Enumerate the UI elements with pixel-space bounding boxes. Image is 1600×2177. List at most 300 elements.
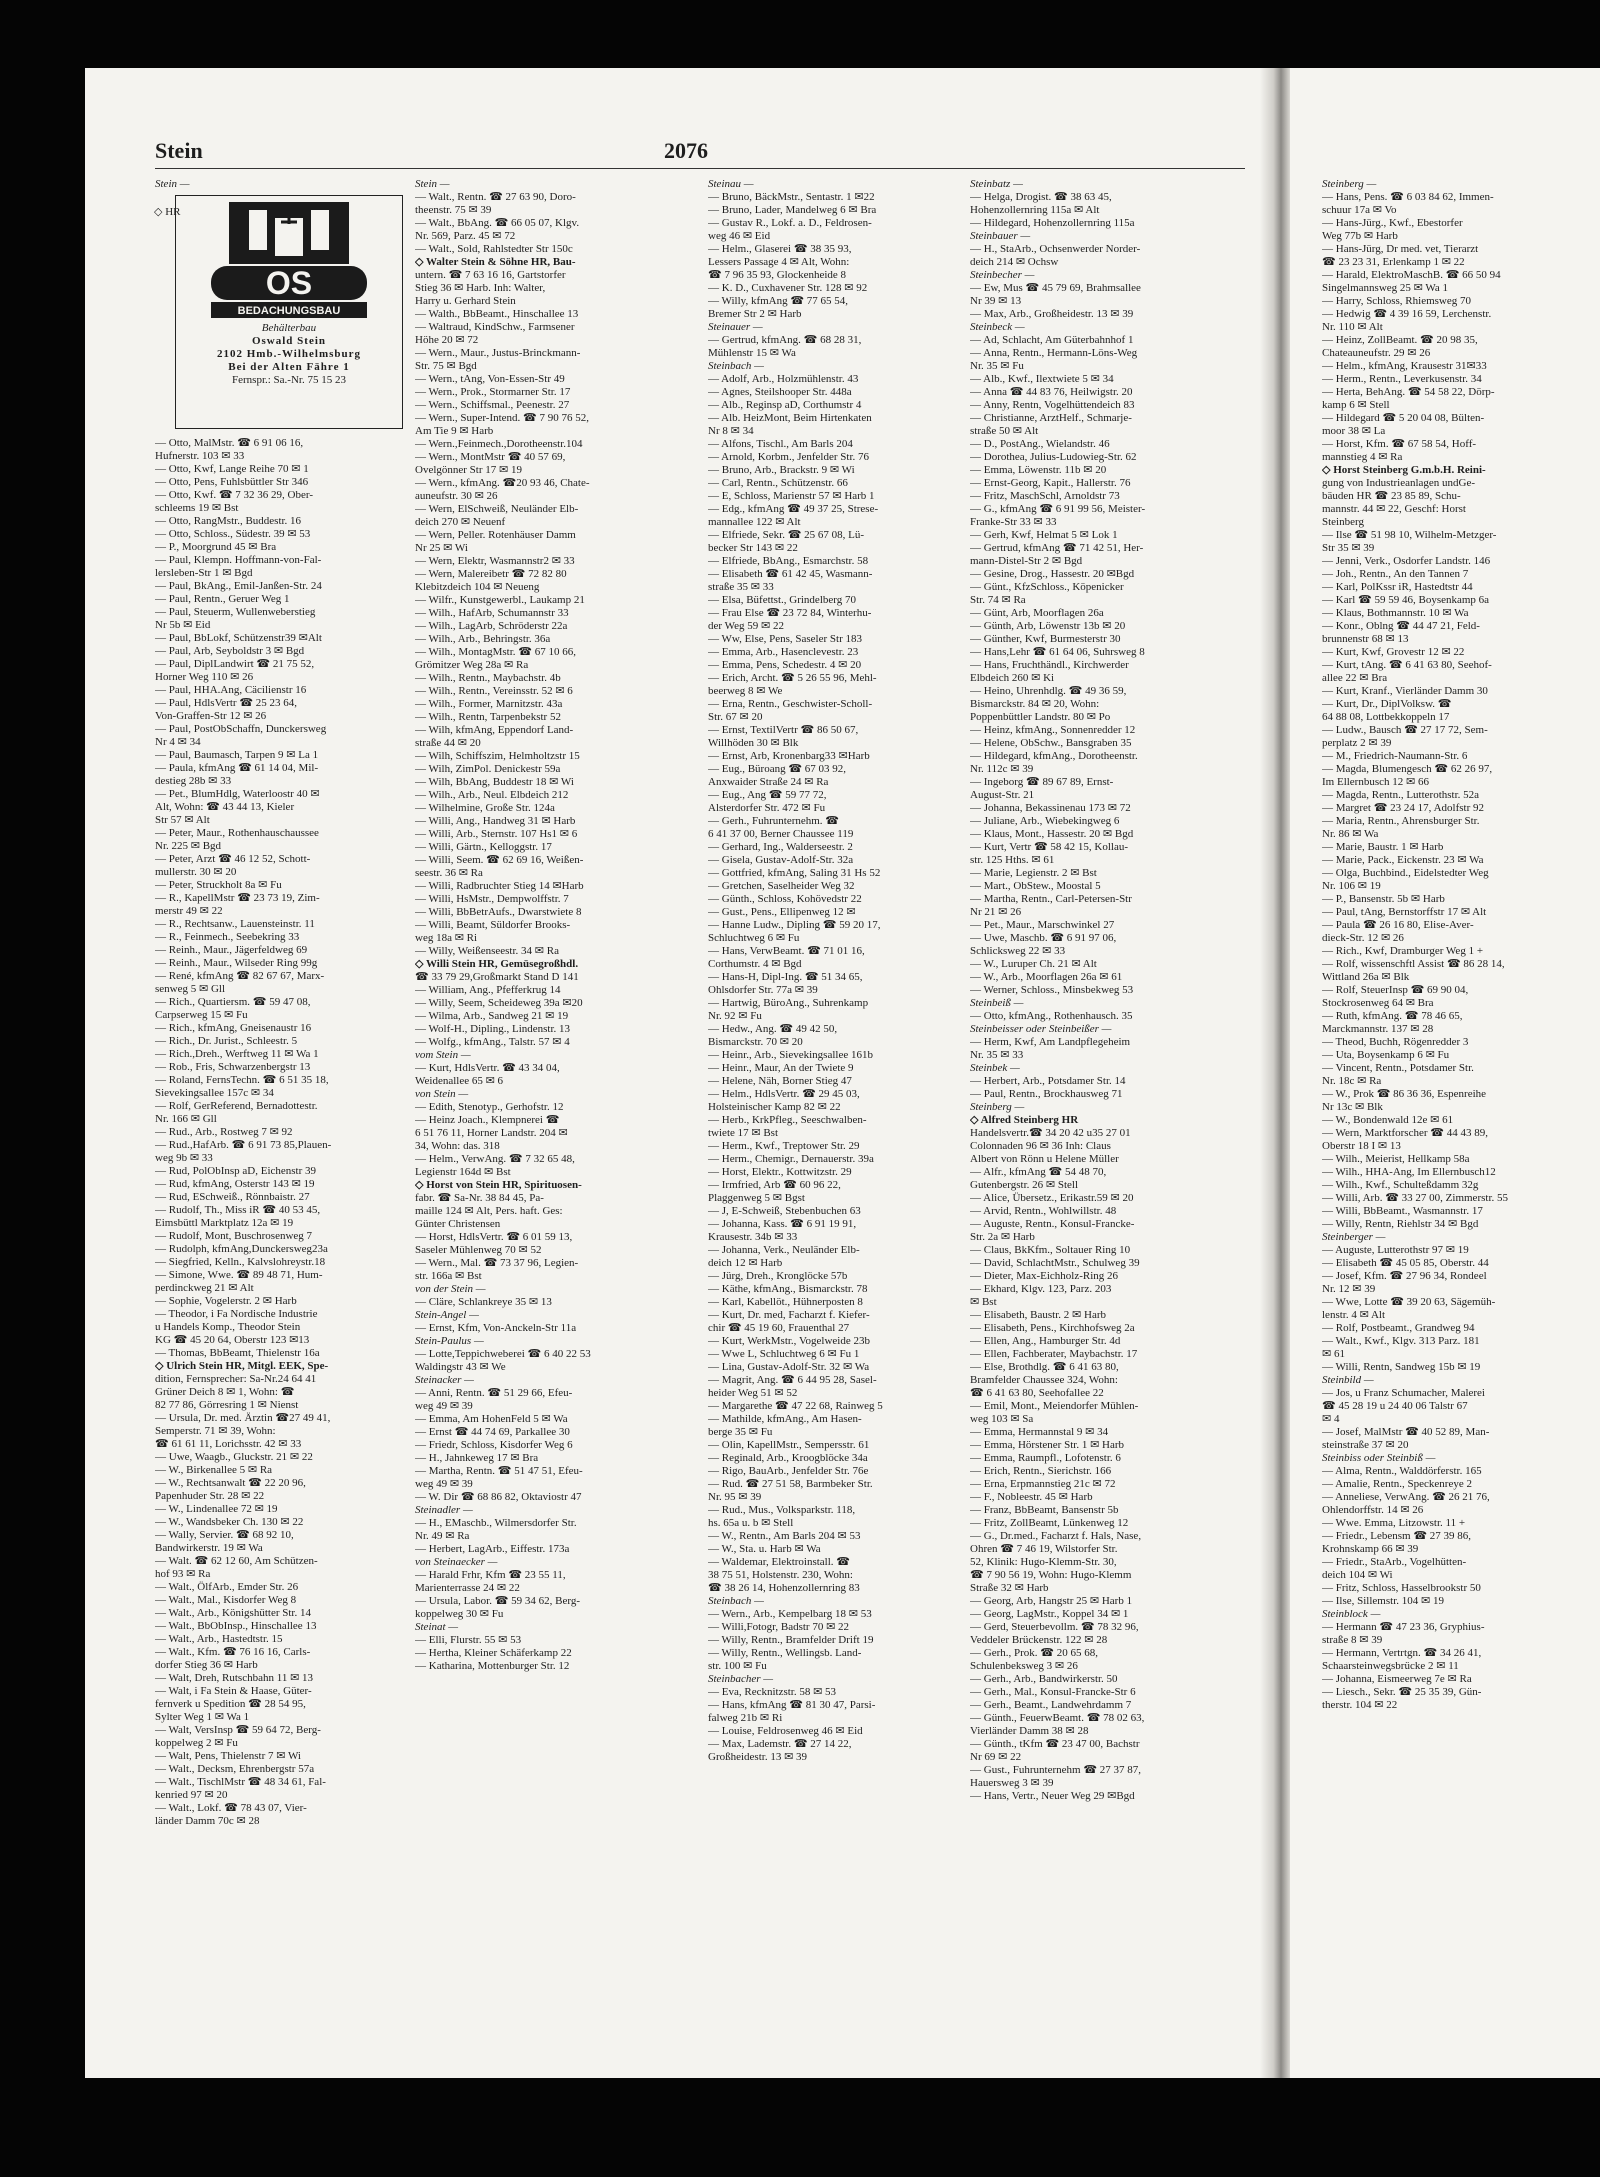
directory-entry: — K. D., Cuxhavener Str. 128 ✉ 92 xyxy=(708,282,868,294)
directory-entry: ☎ 61 61 11, Lorichsstr. 42 ✉ 33 xyxy=(155,1438,302,1450)
directory-entry: — Walt., Sold, Rahlstedter Str 150c xyxy=(415,243,573,255)
directory-entry: — Emil, Mont., Meiendorfer Mühlen- xyxy=(970,1400,1139,1412)
directory-entry: — R., Rechtsanw., Lauensteinstr. 11 xyxy=(155,918,315,930)
directory-entry: — Uwe, Maschb. ☎ 6 91 97 06, xyxy=(970,932,1117,944)
directory-entry: Grüner Deich 8 ✉ 1, Wohn: ☎ xyxy=(155,1386,295,1398)
directory-entry: Schulenbeksweg 3 ✉ 26 xyxy=(970,1660,1078,1672)
directory-entry: str. 166a ✉ Bst xyxy=(415,1270,482,1282)
directory-entry: twiete 17 ✉ Bst xyxy=(708,1127,779,1139)
directory-entry: straße 44 ✉ 20 xyxy=(415,737,481,749)
directory-entry: — Emma, Raumpfl., Lofotenstr. 6 xyxy=(970,1452,1121,1464)
directory-entry: — Heinz, kfmAng., Sonnenredder 12 xyxy=(970,724,1136,736)
directory-entry: — Ekhard, Klgv. 123, Parz. 203 xyxy=(970,1283,1112,1295)
directory-entry: — Josef, Kfm. ☎ 27 96 34, Rondeel xyxy=(1322,1270,1487,1282)
directory-entry: untern. ☎ 7 63 16 16, Gartstorfer xyxy=(415,269,566,281)
directory-entry: allee 22 ✉ Bra xyxy=(1322,672,1388,684)
directory-entry: — Ew, Mus ☎ 45 79 69, Brahmsallee xyxy=(970,282,1141,294)
directory-entry: Str. 75 ✉ Bgd xyxy=(415,360,477,372)
directory-entry: ☎ 45 28 19 u 24 40 06 Talstr 67 xyxy=(1322,1400,1468,1412)
directory-entry: schleems 19 ✉ Bst xyxy=(155,502,239,514)
directory-entry: — Johanna, Kass. ☎ 6 91 19 91, xyxy=(708,1218,857,1230)
directory-entry: — P., Moorgrund 45 ✉ Bra xyxy=(155,541,277,553)
directory-entry: — Harald Frhr, Kfm ☎ 23 55 11, xyxy=(415,1569,566,1581)
directory-entry: — Maria, Rentn., Ahrensburger Str. xyxy=(1322,815,1480,827)
directory-entry: — Emma, Pens, Schedestr. 4 ✉ 20 xyxy=(708,659,862,671)
directory-entry: Großheidestr. 13 ✉ 39 xyxy=(708,1751,808,1763)
directory-entry: — Wilh., Meierist, Hellkamp 58a xyxy=(1322,1153,1470,1165)
directory-entry: — Ernst, Arb, Kronenbarg33 ✉Harb xyxy=(708,750,870,762)
directory-entry: — Sophie, Vogelerstr. 2 ✉ Harb xyxy=(155,1295,297,1307)
directory-entry: Nr. 110 ✉ Alt xyxy=(1322,321,1383,333)
ad-address-street: Bei der Alten Fähre 1 xyxy=(228,361,350,373)
directory-entry: Nr 8 ✉ 34 xyxy=(708,425,754,437)
directory-entry: — Claus, BkKfm., Soltauer Ring 10 xyxy=(970,1244,1131,1256)
directory-entry: Saseler Mühlenweg 70 ✉ 52 xyxy=(415,1244,542,1256)
hr-marker: ◇ HR xyxy=(154,206,181,218)
directory-entry: Nr 13c ✉ Blk xyxy=(1322,1101,1383,1113)
directory-entry: — Dieter, Max-Eichholz-Ring 26 xyxy=(970,1270,1119,1282)
directory-entry: — Wern., MontMstr ☎ 40 57 69, xyxy=(415,451,566,463)
directory-entry: — Emma, Hermannstal 9 ✉ 34 xyxy=(970,1426,1109,1438)
directory-entry: — Ernst-Georg, Kapit., Hallerstr. 76 xyxy=(970,477,1131,489)
directory-entry: — Hildegard ☎ 5 20 04 08, Bülten- xyxy=(1322,412,1485,424)
directory-entry: — Uwe, Waagb., Gluckstr. 21 ✉ 22 xyxy=(155,1451,313,1463)
directory-entry: senweg 5 ✉ Gll xyxy=(155,983,226,995)
directory-entry: — Wern., kfmAng. ☎20 93 46, Chate- xyxy=(415,477,590,489)
directory-entry: Legienstr 164d ✉ Bst xyxy=(415,1166,511,1178)
directory-entry: ◇ Ulrich Stein HR, Mitgl. EEK, Spe- xyxy=(155,1360,329,1372)
directory-entry: — Emma, Löwenstr. 11b ✉ 20 xyxy=(970,464,1107,476)
directory-entry: — Heinr., Arb., Sievekingsallee 161b xyxy=(708,1049,873,1061)
directory-entry: — Cläre, Schlankreye 35 ✉ 13 xyxy=(415,1296,552,1308)
directory-entry: KG ☎ 45 20 64, Oberstr 123 ✉13 xyxy=(155,1334,310,1346)
directory-entry: — Walt., Arb., Hastedtstr. 15 xyxy=(155,1633,283,1645)
directory-entry: hs. 65a u. b ✉ Stell xyxy=(708,1517,794,1529)
directory-entry: — Ingeborg ☎ 89 67 89, Ernst- xyxy=(970,776,1114,788)
directory-entry: Steinbek — xyxy=(970,1062,1020,1074)
entry-list xyxy=(155,437,403,1828)
directory-entry: Vierländer Damm 38 ✉ 28 xyxy=(970,1725,1089,1737)
directory-entry: weg 9b ✉ 33 xyxy=(155,1152,213,1164)
directory-entry: — Heinr., Maur, An der Twiete 9 xyxy=(708,1062,854,1074)
directory-entry: — Jürg, Dreh., Kronglöcke 57b xyxy=(708,1270,848,1282)
directory-entry: perdinckweg 21 ✉ Alt xyxy=(155,1282,254,1294)
directory-entry: — Elisabeth, Baustr. 2 ✉ Harb xyxy=(970,1309,1107,1321)
directory-entry: — Herb., KrkPfleg., Seeschwalben- xyxy=(708,1114,867,1126)
directory-entry: — Herbert, LagArb., Eiffestr. 173a xyxy=(415,1543,570,1555)
directory-entry: — Wally, Servier. ☎ 68 92 10, xyxy=(155,1529,294,1541)
directory-entry: — Günth., tKfm ☎ 23 47 00, Bachstr xyxy=(970,1738,1140,1750)
directory-entry: ✉ 61 xyxy=(1322,1348,1345,1360)
directory-entry: Nr 39 ✉ 13 xyxy=(970,295,1022,307)
directory-entry: — W., Arb., Moorflagen 26a ✉ 61 xyxy=(970,971,1123,983)
directory-entry: falweg 21b ✉ Ri xyxy=(708,1712,783,1724)
directory-entry: — Erich, Archt. ☎ 5 26 55 96, Mehl- xyxy=(708,672,877,684)
directory-entry: — Herta, BehAng. ☎ 54 58 22, Dörp- xyxy=(1322,386,1495,398)
directory-entry: — Harald, ElektroMaschB. ☎ 66 50 94 xyxy=(1322,269,1501,281)
directory-entry: — G., kfmAng ☎ 6 91 99 56, Meister- xyxy=(970,503,1146,515)
directory-entry: Singelmannsweg 25 ✉ Wa 1 xyxy=(1322,282,1449,294)
directory-entry: — Willy, Rentn, Riehlstr 34 ✉ Bgd xyxy=(1322,1218,1479,1230)
directory-entry: — Wolfg., kfmAng., Talstr. 57 ✉ 4 xyxy=(415,1036,570,1048)
scan-border-left xyxy=(0,0,85,2177)
directory-entry: — Ursula, Labor. ☎ 59 34 62, Berg- xyxy=(415,1595,581,1607)
directory-entry: Ohlendorffstr. 14 ✉ 26 xyxy=(1322,1504,1424,1516)
directory-entry: — E, Schloss, Marienstr 57 ✉ Harb 1 xyxy=(708,490,875,502)
directory-entry: — Wern, Malereibetr ☎ 72 82 80 xyxy=(415,568,567,580)
directory-entry: Nr. 86 ✉ Wa xyxy=(1322,828,1379,840)
directory-entry: — Otto, Pens, Fuhlsbüttler Str 346 xyxy=(155,476,309,488)
directory-entry: — Reginald, Arb., Kroogblöcke 34a xyxy=(708,1452,868,1464)
directory-entry: becker Str 143 ✉ 22 xyxy=(708,542,798,554)
directory-entry: Nr 25 ✉ Wi xyxy=(415,542,468,554)
directory-entry: — Willy, kfmAng ☎ 77 65 54, xyxy=(708,295,849,307)
directory-entry: Stein — xyxy=(415,178,450,190)
directory-entry: Waldingstr 43 ✉ We xyxy=(415,1361,506,1373)
column-5-facing-page xyxy=(1322,178,1592,1712)
directory-entry: — Walt, i Fa Stein & Haase, Güter- xyxy=(155,1685,312,1697)
directory-entry: — Wern., Prok., Stormarner Str. 17 xyxy=(415,386,571,398)
directory-entry: mann-Distel-Str 2 ✉ Bgd xyxy=(970,555,1083,567)
directory-entry: Str. 74 ✉ Ra xyxy=(970,594,1026,606)
directory-entry: — Eug., Ang ☎ 59 77 72, xyxy=(708,789,827,801)
directory-entry: Steinberger — xyxy=(1322,1231,1386,1243)
directory-entry: Steinbeiß — xyxy=(970,997,1024,1009)
directory-entry: steinstraße 37 ✉ 20 xyxy=(1322,1439,1409,1451)
directory-entry: — Rudolf, Th., Miss iR ☎ 40 53 45, xyxy=(155,1204,321,1216)
directory-entry: Weg 77b ✉ Harb xyxy=(1322,230,1398,242)
directory-entry: — Herm, Kwf, Am Landpflegeheim xyxy=(970,1036,1131,1048)
directory-entry: Chateauneufstr. 29 ✉ 26 xyxy=(1322,347,1431,359)
directory-entry: Nr 69 ✉ 22 xyxy=(970,1751,1022,1763)
directory-entry: — Willi, Arb. ☎ 33 27 00, Zimmerstr. 55 xyxy=(1322,1192,1508,1204)
directory-entry: — Willi, Arb., Sternstr. 107 Hs1 ✉ 6 xyxy=(415,828,578,840)
directory-entry: — Paul, Klempn. Hoffmann-von-Fal- xyxy=(155,554,322,566)
directory-entry: — Reinh., Maur., Jägerfeldweg 69 xyxy=(155,944,308,956)
directory-entry: — Wwe, Lotte ☎ 39 20 63, Sägemüh- xyxy=(1322,1296,1496,1308)
directory-entry: — Magda, Blumengesch ☎ 62 26 97, xyxy=(1322,763,1493,775)
directory-entry: theenstr. 75 ✉ 39 xyxy=(415,204,492,216)
directory-entry: — Alma, Rentn., Walddörferstr. 165 xyxy=(1322,1465,1482,1477)
directory-entry: ☎ 7 96 35 93, Glockenheide 8 xyxy=(708,269,847,281)
directory-entry: — Kurt, Vertr ☎ 58 42 15, Kollau- xyxy=(970,841,1129,853)
directory-entry: bäuden HR ☎ 23 85 89, Schu- xyxy=(1322,490,1461,502)
directory-entry: — Wwe. Emma, Litzowstr. 11 + xyxy=(1322,1517,1466,1529)
directory-entry: — Karl, Kabellöt., Hühnerposten 8 xyxy=(708,1296,863,1308)
directory-entry: — Rigo, BauArb., Jenfelder Str. 76e xyxy=(708,1465,869,1477)
directory-entry: — Alb. HeizMont, Beim Hirtenkaten xyxy=(708,412,872,424)
directory-entry: Nr. 12 ✉ 39 xyxy=(1322,1283,1376,1295)
directory-entry: Holsteinischer Kamp 82 ✉ 22 xyxy=(708,1101,841,1113)
directory-entry: — Paul, HHA.Ang, Cäcilienstr 16 xyxy=(155,684,307,696)
directory-entry: — Willi, HsMstr., Dempwolffstr. 7 xyxy=(415,893,569,905)
directory-entry: ◇ Walter Stein & Söhne HR, Bau- xyxy=(415,256,576,268)
directory-entry: lenstr. 4 ✉ Alt xyxy=(1322,1309,1385,1321)
directory-entry: — Eva, Recknitzstr. 58 ✉ 53 xyxy=(708,1686,837,1698)
directory-entry: — Adolf, Arb., Holzmühlenstr. 43 xyxy=(708,373,859,385)
directory-entry: — Walt, VersInsp ☎ 59 64 72, Berg- xyxy=(155,1724,321,1736)
directory-entry: — Siegfried, Kelln., Kalvslohreystr.18 xyxy=(155,1256,326,1268)
directory-entry: — Rud.,HafArb. ☎ 6 91 73 85,Plauen- xyxy=(155,1139,332,1151)
directory-entry: — Jenni, Verk., Osdorfer Landstr. 146 xyxy=(1322,555,1491,567)
directory-entry: Oberstr 18 I ✉ 13 xyxy=(1322,1140,1401,1152)
directory-entry: Nr. 106 ✉ 19 xyxy=(1322,880,1381,892)
directory-entry: koppelweg 2 ✉ Fu xyxy=(155,1737,238,1749)
directory-entry: — Wilh., Rentn., Maybachstr. 4b xyxy=(415,672,561,684)
directory-entry: — Gertrud, kfmAng. ☎ 68 28 31, xyxy=(708,334,862,346)
directory-entry: — Wern, Peller. Rotenhäuser Damm xyxy=(415,529,576,541)
directory-entry: — Karl ☎ 59 59 46, Boysenkamp 6a xyxy=(1322,594,1490,606)
directory-entry: — Herm., Chemigr., Dernauerstr. 39a xyxy=(708,1153,874,1165)
directory-entry: — Thomas, BbBeamt, Thielenstr 16a xyxy=(155,1347,320,1359)
directory-entry: — Rich., Dr. Jurist., Schleestr. 5 xyxy=(155,1035,298,1047)
directory-entry: Steinbeck — xyxy=(970,321,1025,333)
directory-entry: — Auguste, Rentn., Konsul-Francke- xyxy=(970,1218,1135,1230)
directory-entry: — Rolf, SteuerInsp ☎ 69 90 04, xyxy=(1322,984,1469,996)
directory-entry: — Willi, Beamt, Süldorfer Brooks- xyxy=(415,919,571,931)
directory-entry: — W. Dir ☎ 68 86 82, Oktaviostr 47 xyxy=(415,1491,582,1503)
directory-entry: Albert von Rönn u Helene Müller xyxy=(970,1153,1119,1165)
directory-entry: — Wolf-H., Dipling., Lindenstr. 13 xyxy=(415,1023,571,1035)
directory-entry: — F., Nobleestr. 45 ✉ Harb xyxy=(970,1491,1093,1503)
directory-entry: — Herbert, Arb., Potsdamer Str. 14 xyxy=(970,1075,1126,1087)
directory-entry: — J, E-Schweiß, Stebenbuchen 63 xyxy=(708,1205,861,1217)
directory-entry: Nr. 225 ✉ Bgd xyxy=(155,840,222,852)
directory-entry: — Hans, Pens. ☎ 6 03 84 62, Immen- xyxy=(1322,191,1494,203)
directory-entry: — M., Friedrich-Naumann-Str. 6 xyxy=(1322,750,1468,762)
directory-entry: Günter Christensen xyxy=(415,1218,501,1230)
directory-entry: Horner Weg 110 ✉ 26 xyxy=(155,671,254,683)
directory-entry: — Ww, Else, Pens, Saseler Str 183 xyxy=(708,633,862,645)
directory-entry: — R., KapellMstr ☎ 23 73 19, Zim- xyxy=(155,892,320,904)
directory-entry: Stieg 36 ✉ Harb. Inh: Walter, xyxy=(415,282,546,294)
page-number: 2076 xyxy=(664,138,708,163)
directory-entry: Bismarckstr. 84 ✉ 20, Wohn: xyxy=(970,698,1100,710)
directory-entry: — Arnold, Korbm., Jenfelder Str. 76 xyxy=(708,451,870,463)
directory-entry: — Anny, Rentn, Vogelhüttendeich 83 xyxy=(970,399,1135,411)
directory-entry: maille 124 ✉ Alt, Pers. haft. Ges: xyxy=(415,1205,563,1217)
directory-entry: — Auguste, Lutterothstr 97 ✉ 19 xyxy=(1322,1244,1469,1256)
directory-entry: — Rich., kfmAng, Gneisenaustr 16 xyxy=(155,1022,312,1034)
directory-entry: — Willy, Weißenseestr. 34 ✉ Ra xyxy=(415,945,559,957)
directory-entry: — Wern., Super-Intend. ☎ 7 90 76 52, xyxy=(415,412,590,424)
directory-entry: — Willy, Seem, Scheideweg 39a ✉20 xyxy=(415,997,583,1009)
directory-entry: — Max, Lademstr. ☎ 27 14 22, xyxy=(708,1738,852,1750)
directory-entry: Veddeler Brückenstr. 122 ✉ 28 xyxy=(970,1634,1108,1646)
directory-entry: — W., Rechtsanwalt ☎ 22 20 96, xyxy=(155,1477,306,1489)
directory-entry: — Otto, MalMstr. ☎ 6 91 06 16, xyxy=(155,437,304,449)
directory-entry: Steinberg xyxy=(1322,516,1364,528)
directory-entry: 64 88 08, Lottbekkoppeln 17 xyxy=(1322,711,1450,723)
directory-entry: — Gustav R., Lokf. a. D., Feldrosen- xyxy=(708,217,872,229)
directory-entry: weg 103 ✉ Sa xyxy=(970,1413,1034,1425)
directory-entry: schuur 17a ✉ Vo xyxy=(1322,204,1397,216)
directory-entry: — Hermann, Vertrtgn. ☎ 34 26 41, xyxy=(1322,1647,1482,1659)
directory-entry: Steinbeisser oder Steinbeißer — xyxy=(970,1023,1112,1035)
directory-entry: — Wilhelmine, Große Str. 124a xyxy=(415,802,555,814)
directory-entry: Plaggenweg 5 ✉ Bgst xyxy=(708,1192,805,1204)
directory-entry: — Max, Arb., Großheidestr. 13 ✉ 39 xyxy=(970,308,1134,320)
directory-entry: — G., Dr.med., Facharzt f. Hals, Nase, xyxy=(970,1530,1142,1542)
directory-entry: — Ernst, TextilVertr ☎ 86 50 67, xyxy=(708,724,859,736)
directory-entry: — Otto, kfmAng., Rothenhausch. 35 xyxy=(970,1010,1133,1022)
directory-entry: Am Tie 9 ✉ Harb xyxy=(415,425,494,437)
directory-entry: — Gretchen, Saselheider Weg 32 xyxy=(708,880,855,892)
directory-entry: fabr. ☎ Sa-Nr. 38 84 45, Pa- xyxy=(415,1192,544,1204)
directory-entry: — Wilh., Arb., Behringstr. 36a xyxy=(415,633,551,645)
directory-entry: — Ursula, Dr. med. Ärztin ☎27 49 41, xyxy=(155,1412,331,1424)
directory-entry: lersleben-Str 1 ✉ Bgd xyxy=(155,567,253,579)
directory-entry: — Joh., Rentn., An den Tannen 7 xyxy=(1322,568,1469,580)
directory-entry: — Hermann ☎ 47 23 36, Gryphius- xyxy=(1322,1621,1485,1633)
header-rule xyxy=(155,168,1245,169)
directory-entry: — Wilfr., Kunstgewerbl., Laukamp 21 xyxy=(415,594,585,606)
directory-entry: — Kurt, Dr., DiplVolksw. ☎ xyxy=(1322,698,1452,710)
directory-entry: — Gisela, Gustav-Adolf-Str. 32a xyxy=(708,854,854,866)
directory-entry: — Peter, Arzt ☎ 46 12 52, Schott- xyxy=(155,853,311,865)
directory-entry: — Christianne, ArztHelf., Schmarje- xyxy=(970,412,1132,424)
directory-entry: von Steinaecker — xyxy=(415,1556,498,1568)
directory-entry: — Eug., Büroang ☎ 67 03 92, xyxy=(708,763,847,775)
directory-entry: Stein-Angel — xyxy=(415,1309,479,1321)
directory-entry: — Edg., kfmAng ☎ 49 37 25, Strese- xyxy=(708,503,879,515)
directory-entry: Eimsbüttl Marktplatz 12a ✉ 19 xyxy=(155,1217,294,1229)
directory-entry: Nr. 18c ✉ Ra xyxy=(1322,1075,1382,1087)
directory-entry: — Hans-H, Dipl-Ing. ☎ 51 34 65, xyxy=(708,971,863,983)
directory-entry: ✉ 4 xyxy=(1322,1413,1340,1425)
directory-entry: Grömitzer Weg 28a ✉ Ra xyxy=(415,659,529,671)
directory-entry: — Peter, Struckholt 8a ✉ Fu xyxy=(155,879,282,891)
directory-entry: — Magda, Rentn., Lutterothstr. 52a xyxy=(1322,789,1480,801)
directory-entry: — Willi, Radbruchter Stieg 14 ✉Harb xyxy=(415,880,584,892)
directory-entry: Nr 21 ✉ 26 xyxy=(970,906,1022,918)
directory-entry: Nr 4 ✉ 34 xyxy=(155,736,201,748)
directory-entry: 38 75 51, Holstenstr. 230, Wohn: xyxy=(708,1569,853,1581)
directory-entry: Schlicksweg 22 ✉ 33 xyxy=(970,945,1066,957)
directory-entry: — Erna, Erpmannstieg 21c ✉ 72 xyxy=(970,1478,1116,1490)
directory-entry: — Willi, Seem. ☎ 62 69 16, Weißen- xyxy=(415,854,584,866)
directory-entry: ☎ 7 90 56 19, Wohn: Hugo-Klemm xyxy=(970,1569,1132,1581)
directory-entry: — W., Rentn., Am Barls 204 ✉ 53 xyxy=(708,1530,861,1542)
logo-banner: BEDACHUNGSBAU xyxy=(237,305,341,317)
directory-entry: — Gottfried, kfmAng, Saling 31 Hs 52 xyxy=(708,867,881,879)
directory-entry: — Theod, Buchh, Rögenredder 3 xyxy=(1322,1036,1469,1048)
directory-entry: Semperstr. 71 ✉ 39, Wohn: xyxy=(155,1425,276,1437)
directory-entry: Höhe 20 ✉ 72 xyxy=(415,334,479,346)
directory-entry: — Alfr., kfmAng ☎ 54 48 70, xyxy=(970,1166,1107,1178)
directory-entry: seestr. 36 ✉ Ra xyxy=(415,867,483,879)
directory-entry: — Gerh., Arb., Bandwirkerstr. 50 xyxy=(970,1673,1118,1685)
directory-entry: — Friedr., StaArb., Vogelhütten- xyxy=(1322,1556,1467,1568)
directory-entry: — Willy, Rentn., Bramfelder Drift 19 xyxy=(708,1634,874,1646)
directory-entry: mannstr. 44 ✉ 22, Geschf: Horst xyxy=(1322,503,1466,515)
directory-entry: — Anna ☎ 44 83 76, Heilwigstr. 20 xyxy=(970,386,1133,398)
directory-entry: — Herm., Rentn., Leverkusenstr. 34 xyxy=(1322,373,1482,385)
directory-entry: ◇ Horst Steinberg G.m.b.H. Reini- xyxy=(1322,464,1486,476)
directory-entry: — Theodor, i Fa Nordische Industrie xyxy=(155,1308,318,1320)
directory-entry: — Bruno, BäckMstr., Sentastr. 1 ✉22 xyxy=(708,191,875,203)
directory-entry: kamp 6 ✉ Stell xyxy=(1322,399,1390,411)
directory-entry: — Rud, PolObInsp aD, Eichenstr 39 xyxy=(155,1165,317,1177)
directory-entry: hof 93 ✉ Ra xyxy=(155,1568,211,1580)
directory-entry: — Elisabeth ☎ 61 42 45, Wasmann- xyxy=(708,568,873,580)
directory-entry: u Handels Komp., Theodor Stein xyxy=(155,1321,301,1333)
directory-entry: Harry u. Gerhard Stein xyxy=(415,295,516,307)
directory-entry: moor 38 ✉ La xyxy=(1322,425,1386,437)
directory-entry: — Gesine, Drog., Hassestr. 20 ✉Bgd xyxy=(970,568,1135,580)
directory-entry: — Willi, Ang., Handweg 31 ✉ Harb xyxy=(415,815,576,827)
directory-entry: Steinbild — xyxy=(1322,1374,1374,1386)
directory-entry: — Willi, Gärtn., Kelloggstr. 17 xyxy=(415,841,552,853)
directory-entry: deich 12 ✉ Harb xyxy=(708,1257,783,1269)
directory-entry: — Helm., Glaserei ☎ 38 35 93, xyxy=(708,243,852,255)
directory-entry: — Gerhard, Ing., Walderseestr. 2 xyxy=(708,841,853,853)
directory-entry: — Rud, ESchweiß., Rönnbaistr. 27 xyxy=(155,1191,310,1203)
directory-entry: — Erna, Rentn., Geschwister-Scholl- xyxy=(708,698,873,710)
directory-entry: Str. 67 ✉ 20 xyxy=(708,711,763,723)
directory-entry: — Else, Brothdlg. ☎ 6 41 63 80, xyxy=(970,1361,1119,1373)
directory-entry: — Kurt, Kwf, Grovestr 12 ✉ 22 xyxy=(1322,646,1465,658)
directory-entry: ☎ 23 23 31, Erlenkamp 1 ✉ 22 xyxy=(1322,256,1465,268)
directory-entry: — Georg, Arb, Hangstr 25 ✉ Harb 1 xyxy=(970,1595,1133,1607)
directory-entry: — Hans,Lehr ☎ 61 64 06, Suhrsweg 8 xyxy=(970,646,1145,658)
directory-entry: — Helene, Näh, Borner Stieg 47 xyxy=(708,1075,852,1087)
directory-entry: — Jos, u Franz Schumacher, Malerei xyxy=(1322,1387,1485,1399)
directory-entry: — Hans, Vertr., Neuer Weg 29 ✉Bgd xyxy=(970,1790,1135,1802)
directory-entry: — Marie, Baustr. 1 ✉ Harb xyxy=(1322,841,1444,853)
directory-entry: koppelweg 30 ✉ Fu xyxy=(415,1608,504,1620)
directory-entry: ◇ Willi Stein HR, Gemüsegroßhdl. xyxy=(415,958,579,970)
directory-entry: — Rudolf, Mont, Buschrosenweg 7 xyxy=(155,1230,313,1242)
directory-entry: — Gerh., Prok. ☎ 20 65 68, xyxy=(970,1647,1098,1659)
directory-entry: — Rolf, Postbeamt., Grandweg 94 xyxy=(1322,1322,1475,1334)
directory-entry: — Ellen, Ang., Hamburger Str. 4d xyxy=(970,1335,1121,1347)
directory-entry: — Gertrud, kfmAng ☎ 71 42 51, Her- xyxy=(970,542,1144,554)
castle-logo-icon xyxy=(209,202,369,322)
directory-entry: — Waltraud, KindSchw., Farmsener xyxy=(415,321,575,333)
directory-entry: — Wilh., Rentn, Tarpenbekstr 52 xyxy=(415,711,561,723)
directory-entry: der Weg 59 ✉ 22 xyxy=(708,620,784,632)
directory-entry: — Katharina, Mottenburger Str. 12 xyxy=(415,1660,570,1672)
directory-entry: 6 51 76 11, Horner Landstr. 204 ✉ xyxy=(415,1127,568,1139)
directory-entry: — Rud, kfmAng, Osterstr 143 ✉ 19 xyxy=(155,1178,315,1190)
directory-entry: Nr. 92 ✉ Fu xyxy=(708,1010,762,1022)
directory-entry: beerweg 8 ✉ We xyxy=(708,685,783,697)
directory-entry: Sievekingsallee 157c ✉ 34 xyxy=(155,1087,274,1099)
directory-entry: — Walt., Lokf. ☎ 78 43 07, Vier- xyxy=(155,1802,307,1814)
directory-entry: — Olga, Buchbind., Eidelstedter Weg xyxy=(1322,867,1489,879)
directory-entry: Nr. 166 ✉ Gll xyxy=(155,1113,217,1125)
directory-entry: — Gerh, Kwf, Helmat 5 ✉ Lok 1 xyxy=(970,529,1118,541)
directory-entry: — Kurt, WerkMstr., Vogelweide 23b xyxy=(708,1335,870,1347)
directory-entry: — Kurt, Dr. med, Facharzt f. Kiefer- xyxy=(708,1309,870,1321)
directory-entry: — Gerd, Steuerbevollm. ☎ 78 32 96, xyxy=(970,1621,1139,1633)
directory-entry: — Walt. ☎ 62 12 60, Am Schützen- xyxy=(155,1555,318,1567)
directory-entry: — Otto, RangMstr., Buddestr. 16 xyxy=(155,515,302,527)
directory-entry: — Bruno, Arb., Brackstr. 9 ✉ Wi xyxy=(708,464,855,476)
directory-entry: Steinbach — xyxy=(708,1595,764,1607)
directory-entry: — Hartwig, BüroAng., Suhrenkamp xyxy=(708,997,869,1009)
directory-entry: Str 35 ✉ 39 xyxy=(1322,542,1375,554)
directory-entry: Anxwaider Straße 24 ✉ Ra xyxy=(708,776,829,788)
directory-entry: — Anni, Rentn. ☎ 51 29 66, Efeu- xyxy=(415,1387,573,1399)
directory-entry: — R., Feinmech., Seebekring 33 xyxy=(155,931,300,943)
directory-entry: — Günth., Schloss, Kohövedstr 22 xyxy=(708,893,862,905)
ad-firm-name: Oswald Stein xyxy=(251,335,327,347)
directory-entry: — Frau Else ☎ 23 72 84, Winterhu- xyxy=(708,607,872,619)
directory-entry: Nr. 95 ✉ 39 xyxy=(708,1491,762,1503)
directory-entry: deich 270 ✉ Neuenf xyxy=(415,516,506,528)
